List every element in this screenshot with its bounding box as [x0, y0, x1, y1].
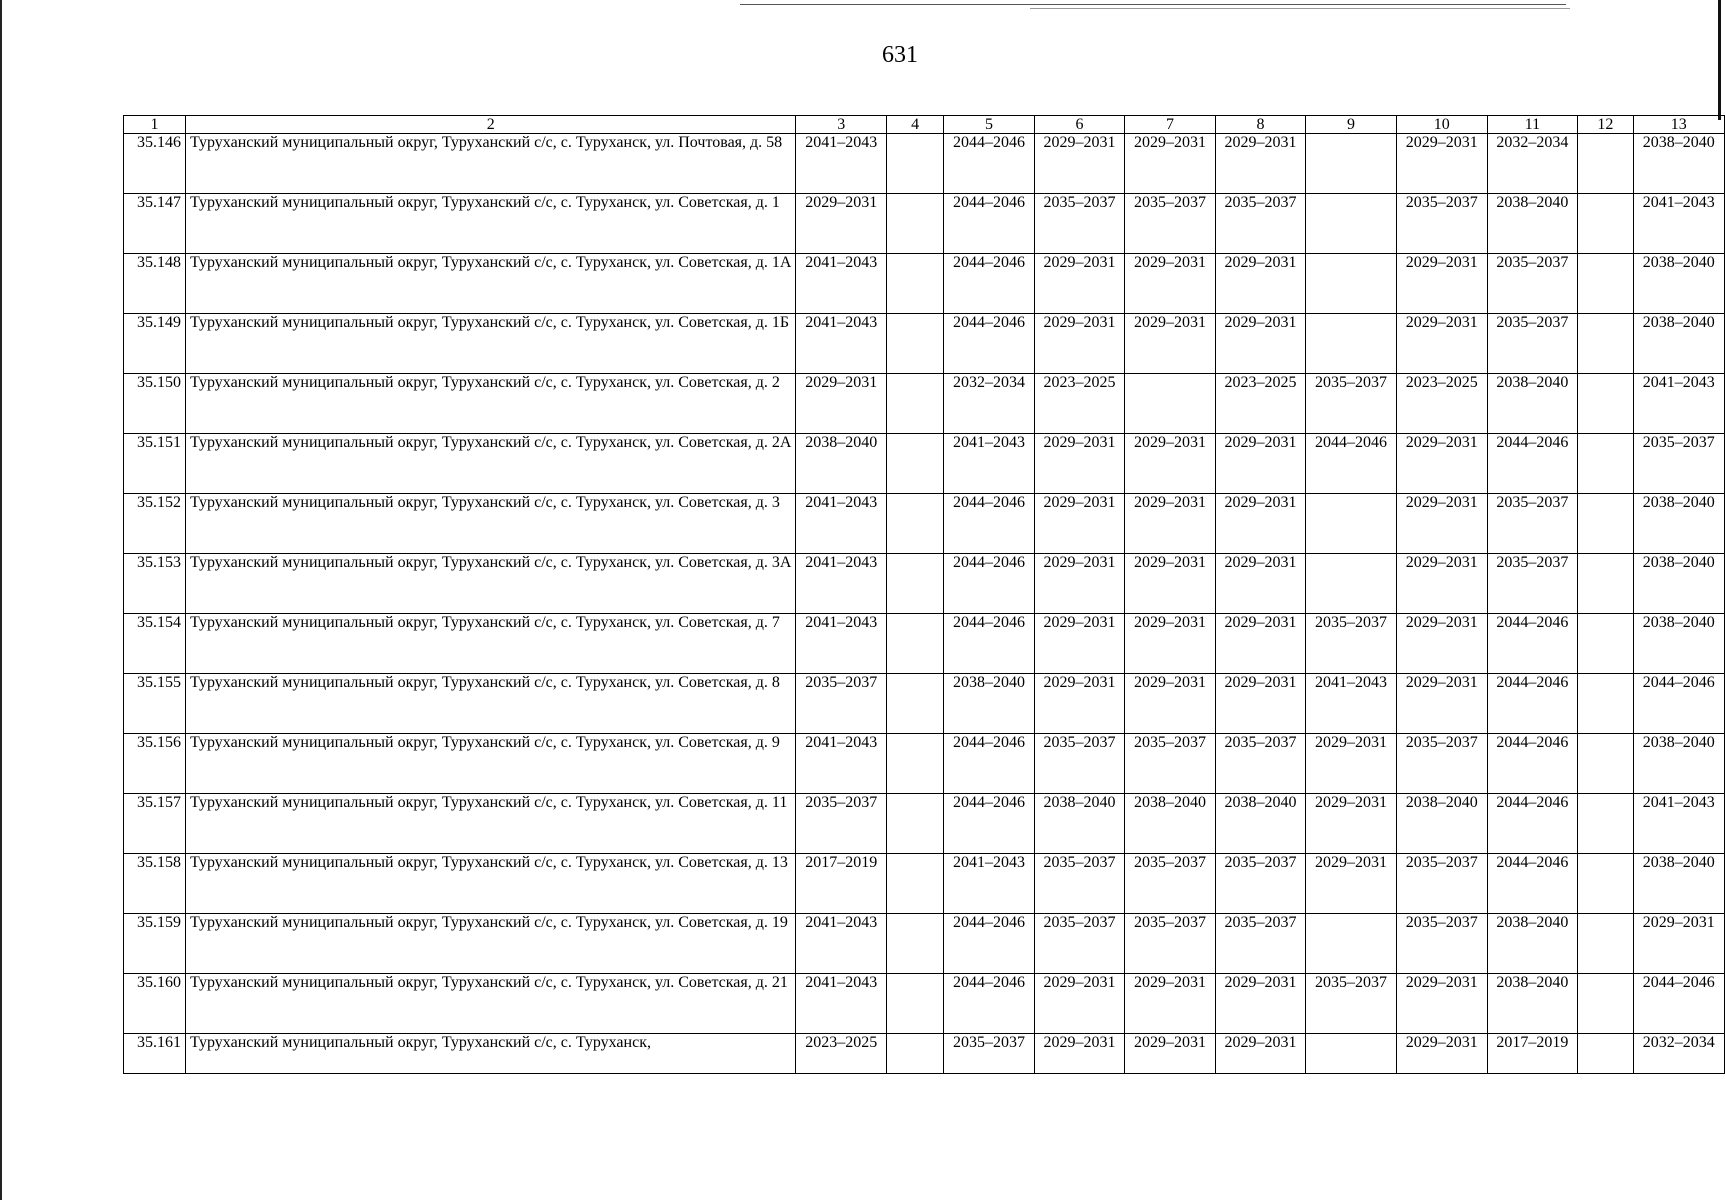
- address-cell: Туруханский муниципальный округ, Туруханский с/с, с. Туруханск, ул. Советская, д. 13: [186, 854, 796, 914]
- table-row: [124, 374, 1725, 434]
- col10-cell: 2035–2037: [1396, 854, 1487, 914]
- col8-cell: 2035–2037: [1215, 914, 1305, 974]
- column-header: 3: [796, 116, 886, 134]
- row-number-cell: 35.149: [124, 314, 186, 374]
- col8-cell: 2029–2031: [1215, 134, 1305, 194]
- col6-cell: 2029–2031: [1034, 254, 1124, 314]
- col4-cell: [886, 494, 943, 554]
- col6-cell: 2029–2031: [1034, 974, 1124, 1034]
- col3-cell: 2041–2043: [796, 734, 886, 794]
- col10-cell: 2029–2031: [1396, 1034, 1487, 1074]
- col11-cell: 2032–2034: [1487, 134, 1577, 194]
- row-number-cell: 35.150: [124, 374, 186, 434]
- table-row: [124, 194, 1725, 254]
- row-number-cell: 35.154: [124, 614, 186, 674]
- col9-cell: [1306, 134, 1396, 194]
- col3-cell: 2035–2037: [796, 794, 886, 854]
- col7-cell: 2029–2031: [1125, 134, 1215, 194]
- col5-cell: 2032–2034: [944, 374, 1034, 434]
- row-number-cell: 35.152: [124, 494, 186, 554]
- col5-cell: 2035–2037: [944, 1034, 1034, 1074]
- col12-cell: [1578, 434, 1633, 494]
- col5-cell: 2044–2046: [944, 314, 1034, 374]
- page-left-edge: [0, 0, 2, 1200]
- col10-cell: 2029–2031: [1396, 614, 1487, 674]
- table-row: [124, 434, 1725, 494]
- col12-cell: [1578, 854, 1633, 914]
- col4-cell: [886, 974, 943, 1034]
- col12-cell: [1578, 1034, 1633, 1074]
- col4-cell: [886, 734, 943, 794]
- schedule-table: [123, 115, 1725, 1074]
- col13-cell: 2041–2043: [1633, 374, 1724, 434]
- col6-cell: 2038–2040: [1034, 794, 1124, 854]
- col6-cell: 2035–2037: [1034, 914, 1124, 974]
- column-header: 1: [124, 116, 186, 134]
- col8-cell: 2035–2037: [1215, 854, 1305, 914]
- col12-cell: [1578, 494, 1633, 554]
- col3-cell: 2041–2043: [796, 974, 886, 1034]
- table-row: [124, 554, 1725, 614]
- table-body: [124, 134, 1725, 1074]
- row-number-cell: 35.155: [124, 674, 186, 734]
- table-row: [124, 974, 1725, 1034]
- col11-cell: 2035–2037: [1487, 554, 1577, 614]
- col13-cell: 2038–2040: [1633, 314, 1724, 374]
- row-number-cell: 35.146: [124, 134, 186, 194]
- col11-cell: 2044–2046: [1487, 674, 1577, 734]
- col13-cell: 2044–2046: [1633, 974, 1724, 1034]
- col6-cell: 2029–2031: [1034, 134, 1124, 194]
- col5-cell: 2044–2046: [944, 734, 1034, 794]
- col11-cell: 2044–2046: [1487, 854, 1577, 914]
- col8-cell: 2029–2031: [1215, 254, 1305, 314]
- table-row: [124, 914, 1725, 974]
- col10-cell: 2035–2037: [1396, 194, 1487, 254]
- col8-cell: 2023–2025: [1215, 374, 1305, 434]
- col4-cell: [886, 1034, 943, 1074]
- column-number-row: [124, 116, 1725, 134]
- col13-cell: 2038–2040: [1633, 134, 1724, 194]
- col9-cell: [1306, 254, 1396, 314]
- col9-cell: [1306, 554, 1396, 614]
- table-row: [124, 494, 1725, 554]
- col8-cell: 2029–2031: [1215, 494, 1305, 554]
- col12-cell: [1578, 974, 1633, 1034]
- col3-cell: 2029–2031: [796, 194, 886, 254]
- col11-cell: 2044–2046: [1487, 794, 1577, 854]
- col7-cell: 2029–2031: [1125, 494, 1215, 554]
- col7-cell: 2035–2037: [1125, 734, 1215, 794]
- address-cell: Туруханский муниципальный округ, Туруханский с/с, с. Туруханск, ул. Советская, д. 8: [186, 674, 796, 734]
- table-row: [124, 614, 1725, 674]
- address-cell: Туруханский муниципальный округ, Туруханский с/с, с. Туруханск, ул. Советская, д. 21: [186, 974, 796, 1034]
- col10-cell: 2035–2037: [1396, 914, 1487, 974]
- col7-cell: 2038–2040: [1125, 794, 1215, 854]
- col10-cell: 2029–2031: [1396, 434, 1487, 494]
- column-header: 8: [1215, 116, 1305, 134]
- top-rule: [740, 4, 1566, 5]
- col6-cell: 2029–2031: [1034, 434, 1124, 494]
- col3-cell: 2041–2043: [796, 314, 886, 374]
- col6-cell: 2029–2031: [1034, 1034, 1124, 1074]
- col9-cell: [1306, 1034, 1396, 1074]
- row-number-cell: 35.151: [124, 434, 186, 494]
- col3-cell: 2041–2043: [796, 614, 886, 674]
- table-row: [124, 674, 1725, 734]
- col9-cell: 2035–2037: [1306, 974, 1396, 1034]
- table-row: [124, 734, 1725, 794]
- column-header: 5: [944, 116, 1034, 134]
- column-header: 11: [1487, 116, 1577, 134]
- col12-cell: [1578, 374, 1633, 434]
- address-cell: Туруханский муниципальный округ, Туруханский с/с, с. Туруханск, ул. Советская, д. 1Б: [186, 314, 796, 374]
- col10-cell: 2029–2031: [1396, 974, 1487, 1034]
- col13-cell: 2041–2043: [1633, 794, 1724, 854]
- col7-cell: 2029–2031: [1125, 614, 1215, 674]
- col12-cell: [1578, 674, 1633, 734]
- col6-cell: 2029–2031: [1034, 674, 1124, 734]
- col12-cell: [1578, 194, 1633, 254]
- col9-cell: 2029–2031: [1306, 794, 1396, 854]
- col12-cell: [1578, 614, 1633, 674]
- col8-cell: 2029–2031: [1215, 554, 1305, 614]
- col5-cell: 2044–2046: [944, 254, 1034, 314]
- row-number-cell: 35.160: [124, 974, 186, 1034]
- address-cell: Туруханский муниципальный округ, Туруханский с/с, с. Туруханск, ул. Почтовая, д. 58: [186, 134, 796, 194]
- address-cell: Туруханский муниципальный округ, Туруханский с/с, с. Туруханск, ул. Советская, д. 2А: [186, 434, 796, 494]
- col12-cell: [1578, 254, 1633, 314]
- col5-cell: 2044–2046: [944, 614, 1034, 674]
- col5-cell: 2044–2046: [944, 974, 1034, 1034]
- col9-cell: [1306, 914, 1396, 974]
- col13-cell: 2038–2040: [1633, 494, 1724, 554]
- col13-cell: 2035–2037: [1633, 434, 1724, 494]
- col4-cell: [886, 134, 943, 194]
- col4-cell: [886, 854, 943, 914]
- col10-cell: 2029–2031: [1396, 254, 1487, 314]
- col11-cell: 2038–2040: [1487, 974, 1577, 1034]
- col7-cell: 2035–2037: [1125, 854, 1215, 914]
- col4-cell: [886, 194, 943, 254]
- table-row: [124, 1034, 1725, 1074]
- table-row: [124, 134, 1725, 194]
- column-header: 10: [1396, 116, 1487, 134]
- column-header: 7: [1125, 116, 1215, 134]
- column-header: 6: [1034, 116, 1124, 134]
- col13-cell: 2038–2040: [1633, 554, 1724, 614]
- col9-cell: [1306, 494, 1396, 554]
- col4-cell: [886, 614, 943, 674]
- row-number-cell: 35.147: [124, 194, 186, 254]
- col3-cell: 2041–2043: [796, 254, 886, 314]
- col4-cell: [886, 314, 943, 374]
- col11-cell: 2035–2037: [1487, 314, 1577, 374]
- col11-cell: 2044–2046: [1487, 614, 1577, 674]
- top-rule-secondary: [1030, 8, 1570, 9]
- col5-cell: 2044–2046: [944, 554, 1034, 614]
- col4-cell: [886, 794, 943, 854]
- col3-cell: 2038–2040: [796, 434, 886, 494]
- col4-cell: [886, 434, 943, 494]
- col6-cell: 2035–2037: [1034, 854, 1124, 914]
- address-cell: Туруханский муниципальный округ, Туруханский с/с, с. Туруханск,: [186, 1034, 796, 1074]
- column-header: 9: [1306, 116, 1396, 134]
- col5-cell: 2041–2043: [944, 434, 1034, 494]
- col4-cell: [886, 914, 943, 974]
- col13-cell: 2032–2034: [1633, 1034, 1724, 1074]
- row-number-cell: 35.161: [124, 1034, 186, 1074]
- col13-cell: 2038–2040: [1633, 254, 1724, 314]
- address-cell: Туруханский муниципальный округ, Туруханский с/с, с. Туруханск, ул. Советская, д. 19: [186, 914, 796, 974]
- col3-cell: 2041–2043: [796, 554, 886, 614]
- row-number-cell: 35.158: [124, 854, 186, 914]
- col7-cell: 2029–2031: [1125, 1034, 1215, 1074]
- col11-cell: 2038–2040: [1487, 194, 1577, 254]
- table-row: [124, 314, 1725, 374]
- col8-cell: 2029–2031: [1215, 674, 1305, 734]
- col6-cell: 2035–2037: [1034, 734, 1124, 794]
- col3-cell: 2041–2043: [796, 494, 886, 554]
- row-number-cell: 35.157: [124, 794, 186, 854]
- col9-cell: 2041–2043: [1306, 674, 1396, 734]
- col11-cell: 2044–2046: [1487, 734, 1577, 794]
- col11-cell: 2035–2037: [1487, 254, 1577, 314]
- col8-cell: 2029–2031: [1215, 974, 1305, 1034]
- col8-cell: 2029–2031: [1215, 1034, 1305, 1074]
- col4-cell: [886, 674, 943, 734]
- col5-cell: 2044–2046: [944, 194, 1034, 254]
- col7-cell: 2029–2031: [1125, 674, 1215, 734]
- col3-cell: 2023–2025: [796, 1034, 886, 1074]
- col7-cell: [1125, 374, 1215, 434]
- address-cell: Туруханский муниципальный округ, Туруханский с/с, с. Туруханск, ул. Советская, д. 3: [186, 494, 796, 554]
- col6-cell: 2029–2031: [1034, 614, 1124, 674]
- col3-cell: 2029–2031: [796, 374, 886, 434]
- row-number-cell: 35.148: [124, 254, 186, 314]
- col8-cell: 2035–2037: [1215, 734, 1305, 794]
- address-cell: Туруханский муниципальный округ, Туруханский с/с, с. Туруханск, ул. Советская, д. 1А: [186, 254, 796, 314]
- column-header: 13: [1633, 116, 1724, 134]
- row-number-cell: 35.156: [124, 734, 186, 794]
- table-row: [124, 254, 1725, 314]
- col12-cell: [1578, 794, 1633, 854]
- col4-cell: [886, 374, 943, 434]
- col8-cell: 2035–2037: [1215, 194, 1305, 254]
- col7-cell: 2029–2031: [1125, 554, 1215, 614]
- col9-cell: 2029–2031: [1306, 734, 1396, 794]
- col10-cell: 2029–2031: [1396, 134, 1487, 194]
- col12-cell: [1578, 914, 1633, 974]
- col10-cell: 2035–2037: [1396, 734, 1487, 794]
- col9-cell: [1306, 314, 1396, 374]
- column-header: 12: [1578, 116, 1633, 134]
- address-cell: Туруханский муниципальный округ, Туруханский с/с, с. Туруханск, ул. Советская, д. 2: [186, 374, 796, 434]
- col7-cell: 2029–2031: [1125, 434, 1215, 494]
- col9-cell: 2035–2037: [1306, 374, 1396, 434]
- column-header: 2: [186, 116, 796, 134]
- col3-cell: 2041–2043: [796, 914, 886, 974]
- col6-cell: 2029–2031: [1034, 554, 1124, 614]
- address-cell: Туруханский муниципальный округ, Туруханский с/с, с. Туруханск, ул. Советская, д. 1: [186, 194, 796, 254]
- col11-cell: 2017–2019: [1487, 1034, 1577, 1074]
- col12-cell: [1578, 734, 1633, 794]
- col11-cell: 2044–2046: [1487, 434, 1577, 494]
- col3-cell: 2017–2019: [796, 854, 886, 914]
- col10-cell: 2038–2040: [1396, 794, 1487, 854]
- col6-cell: 2035–2037: [1034, 194, 1124, 254]
- col13-cell: 2041–2043: [1633, 194, 1724, 254]
- col5-cell: 2038–2040: [944, 674, 1034, 734]
- col7-cell: 2029–2031: [1125, 254, 1215, 314]
- col12-cell: [1578, 554, 1633, 614]
- col8-cell: 2029–2031: [1215, 314, 1305, 374]
- col13-cell: 2029–2031: [1633, 914, 1724, 974]
- col6-cell: 2029–2031: [1034, 314, 1124, 374]
- col11-cell: 2035–2037: [1487, 494, 1577, 554]
- col12-cell: [1578, 134, 1633, 194]
- col3-cell: 2041–2043: [796, 134, 886, 194]
- col9-cell: 2035–2037: [1306, 614, 1396, 674]
- col8-cell: 2029–2031: [1215, 614, 1305, 674]
- col10-cell: 2029–2031: [1396, 674, 1487, 734]
- page-number: 631: [882, 42, 918, 68]
- col13-cell: 2038–2040: [1633, 734, 1724, 794]
- col13-cell: 2038–2040: [1633, 854, 1724, 914]
- col5-cell: 2044–2046: [944, 794, 1034, 854]
- col8-cell: 2029–2031: [1215, 434, 1305, 494]
- col10-cell: 2029–2031: [1396, 554, 1487, 614]
- col4-cell: [886, 254, 943, 314]
- col9-cell: 2044–2046: [1306, 434, 1396, 494]
- col11-cell: 2038–2040: [1487, 374, 1577, 434]
- col9-cell: [1306, 194, 1396, 254]
- col6-cell: 2029–2031: [1034, 494, 1124, 554]
- row-number-cell: 35.159: [124, 914, 186, 974]
- col3-cell: 2035–2037: [796, 674, 886, 734]
- col13-cell: 2038–2040: [1633, 614, 1724, 674]
- column-header: 4: [886, 116, 943, 134]
- col12-cell: [1578, 314, 1633, 374]
- col10-cell: 2023–2025: [1396, 374, 1487, 434]
- col5-cell: 2044–2046: [944, 914, 1034, 974]
- col4-cell: [886, 554, 943, 614]
- col7-cell: 2035–2037: [1125, 914, 1215, 974]
- col5-cell: 2044–2046: [944, 134, 1034, 194]
- col10-cell: 2029–2031: [1396, 494, 1487, 554]
- col9-cell: 2029–2031: [1306, 854, 1396, 914]
- row-number-cell: 35.153: [124, 554, 186, 614]
- col7-cell: 2035–2037: [1125, 194, 1215, 254]
- table-row: [124, 794, 1725, 854]
- col7-cell: 2029–2031: [1125, 974, 1215, 1034]
- address-cell: Туруханский муниципальный округ, Туруханский с/с, с. Туруханск, ул. Советская, д. 11: [186, 794, 796, 854]
- col11-cell: 2038–2040: [1487, 914, 1577, 974]
- col5-cell: 2041–2043: [944, 854, 1034, 914]
- col7-cell: 2029–2031: [1125, 314, 1215, 374]
- col8-cell: 2038–2040: [1215, 794, 1305, 854]
- address-cell: Туруханский муниципальный округ, Туруханский с/с, с. Туруханск, ул. Советская, д. 9: [186, 734, 796, 794]
- col13-cell: 2044–2046: [1633, 674, 1724, 734]
- col5-cell: 2044–2046: [944, 494, 1034, 554]
- address-cell: Туруханский муниципальный округ, Туруханский с/с, с. Туруханск, ул. Советская, д. 3А: [186, 554, 796, 614]
- col6-cell: 2023–2025: [1034, 374, 1124, 434]
- address-cell: Туруханский муниципальный округ, Туруханский с/с, с. Туруханск, ул. Советская, д. 7: [186, 614, 796, 674]
- table-row: [124, 854, 1725, 914]
- col10-cell: 2029–2031: [1396, 314, 1487, 374]
